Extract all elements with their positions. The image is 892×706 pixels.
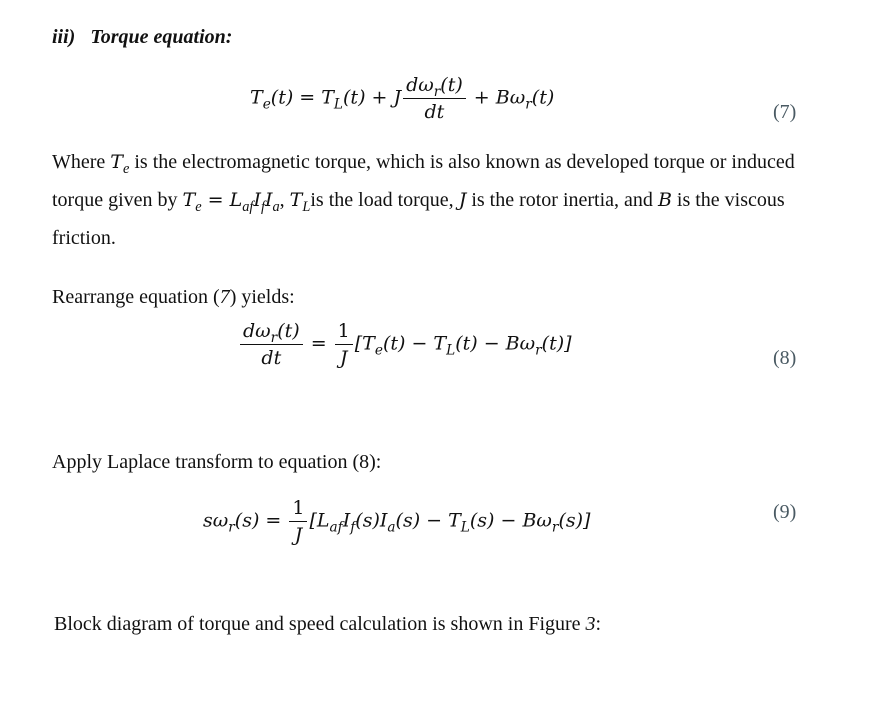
- eq7-te: T: [250, 86, 263, 109]
- where-text-e: is the viscous: [671, 189, 785, 211]
- rearrange-text-a: Rearrange equation (: [52, 286, 220, 308]
- where-start: Where: [52, 151, 111, 173]
- eq8-bracket-b: (t) − T: [382, 332, 447, 355]
- where-text-c: is the load torque,: [310, 189, 459, 211]
- eq9-one: 1: [289, 497, 307, 522]
- eq8-bracket-a: [T: [354, 332, 375, 355]
- eq8-frac-num: dω: [243, 320, 271, 342]
- eq8-bracket-d: (t)]: [541, 332, 572, 355]
- eq9-lhs-sub: r: [228, 519, 235, 536]
- paragraph-rearrange: [52, 278, 295, 316]
- equation-number-9: (9): [773, 501, 797, 523]
- eq7-lhs-arg: (t) = T: [270, 86, 334, 109]
- where-ia-sub: a: [272, 199, 280, 216]
- rearrange-text-b: ) yields:: [229, 286, 295, 308]
- paragraph-where-line-3: friction.: [52, 227, 116, 249]
- block-text-a: Block diagram of torque and speed calculation is shown in Figure: [54, 613, 586, 635]
- paragraph-block-diagram: [54, 605, 601, 643]
- where-comma: ,: [279, 189, 290, 211]
- section-title: Torque equation:: [90, 26, 233, 48]
- section-number: iii): [52, 26, 76, 48]
- eq7-mid: (t) + J: [343, 86, 402, 109]
- eq9-tl-sub: L: [460, 519, 470, 536]
- where-if: I: [253, 189, 261, 211]
- paragraph-laplace: Apply Laplace transform to equation (8):: [52, 451, 382, 473]
- where-text-a: is the electromagnetic torque, which is also known as developed torque or induced: [129, 151, 795, 173]
- eq9-j: J: [294, 524, 303, 546]
- eq9-w-sub: r: [551, 519, 559, 536]
- block-figure-ref: 3: [585, 613, 596, 635]
- where-te-eq: T: [182, 189, 196, 211]
- eq9-if-sub: f: [350, 519, 356, 536]
- eq8-one: 1: [335, 320, 353, 345]
- eq8-frac-num-arg: (t): [277, 320, 300, 342]
- where-text-b: torque given by: [52, 189, 183, 211]
- where-laf-sub: af: [242, 199, 254, 216]
- paragraph-where-line-1: [52, 143, 795, 181]
- eq7-fraction: [403, 74, 466, 123]
- where-eq-rhs: = L: [201, 189, 243, 211]
- eq8-fraction: [240, 320, 303, 369]
- eq8-one-over-j: [335, 320, 353, 369]
- eq7-te-sub: e: [262, 96, 271, 113]
- where-if-sub: f: [260, 199, 265, 216]
- eq7-tl-sub: L: [333, 96, 344, 113]
- eq9-laf-sub: af: [329, 519, 343, 536]
- where-ia: I: [264, 189, 273, 211]
- eq8-j: J: [339, 347, 348, 369]
- where-te: T: [110, 151, 123, 173]
- eq7-tail-sub: r: [525, 96, 532, 113]
- where-tl-sub: L: [302, 199, 311, 216]
- paragraph-where-line-2: [52, 181, 785, 219]
- eq9-lhs-b: (s) =: [234, 509, 288, 532]
- eq8-w-sub: r: [535, 342, 542, 359]
- eq7-frac-num-sub: r: [433, 83, 441, 100]
- equation-9: [203, 497, 590, 546]
- eq9-one-over-j: [289, 497, 307, 546]
- eq7-tail: + Bω: [467, 86, 526, 109]
- section-heading: [52, 26, 232, 49]
- equation-8: [238, 320, 572, 369]
- eq8-frac-num-sub: r: [270, 329, 278, 346]
- eq7-frac-den: dt: [424, 101, 445, 123]
- equation-number-8: (8): [773, 347, 797, 369]
- where-j: J: [458, 189, 467, 211]
- eq7-frac-num: dω: [406, 74, 434, 96]
- eq9-bracket-a: [L: [309, 509, 330, 532]
- eq7-tail-arg: (t): [531, 86, 555, 109]
- eq8-tl-sub: L: [446, 342, 456, 359]
- eq7-frac-num-arg: (t): [440, 74, 463, 96]
- eq8-te-sub: e: [374, 342, 383, 359]
- eq9-lhs-a: sω: [203, 509, 229, 532]
- equation-7: [250, 74, 554, 123]
- eq8-frac-den: dt: [261, 347, 282, 369]
- eq9-w-arg: (s)]: [558, 509, 591, 532]
- eq9-if-arg: (s)I: [355, 509, 388, 532]
- where-te-sub: e: [122, 161, 130, 178]
- eq9-ia-sub: a: [387, 519, 396, 536]
- where-te-eq-sub: e: [195, 199, 202, 216]
- eq8-equals: =: [304, 332, 333, 355]
- block-text-b: :: [595, 613, 602, 635]
- eq9-ia-arg: (s) − T: [395, 509, 461, 532]
- where-text-d: is the rotor inertia, and: [466, 189, 658, 211]
- eq8-bracket-c: (t) − Bω: [455, 332, 536, 355]
- where-tl: T: [289, 189, 303, 211]
- rearrange-eq-ref: 7: [219, 286, 230, 308]
- equation-number-7: (7): [773, 101, 797, 123]
- where-b: B: [657, 189, 672, 211]
- eq9-tl-arg: (s) − Bω: [469, 509, 552, 532]
- eq9-if: I: [342, 509, 351, 532]
